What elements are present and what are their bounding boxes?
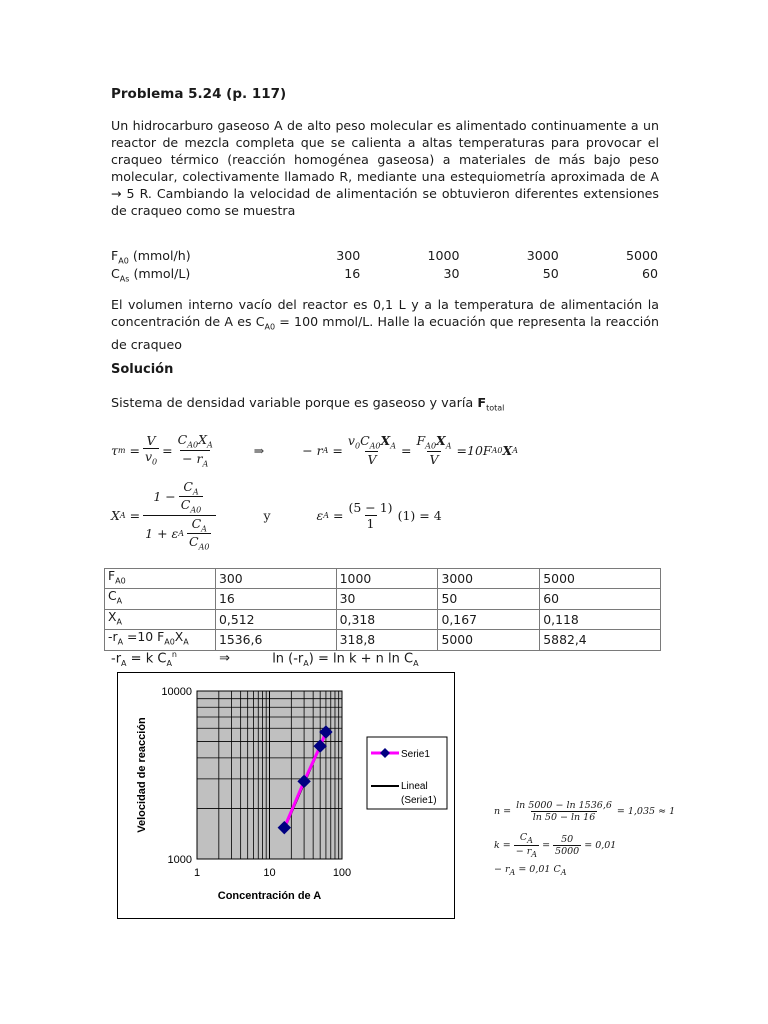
concentration-label: $C_{As}$ (mmol/L) — [111, 266, 191, 284]
rate-constant-calculation: k = $\frac{C_A}{- r_A}$ = $\frac{50}{5000}$ = 0,01 — [494, 832, 617, 859]
feed-rate-value: 1000 — [427, 248, 460, 263]
table-cell: 0,512 — [216, 609, 337, 629]
table-row — [105, 609, 661, 629]
table-cell: 30 — [336, 589, 438, 609]
x-tick-label: 1 — [193, 867, 201, 879]
feed-rate-value: 3000 — [526, 248, 559, 263]
feed-rate-row — [111, 248, 658, 266]
table-cell: 16 — [216, 589, 337, 609]
feed-rate-label: $F_{A0}$ (mmol/h) — [111, 248, 191, 266]
y-tick-label: 10000 — [161, 686, 192, 698]
x-axis-label: Concentración de A — [217, 890, 322, 902]
table-cell: $-r_A =10$ $F_{A0}X_A$ — [105, 630, 216, 650]
table-cell: 5882,4 — [540, 630, 661, 650]
table-cell: 1000 — [336, 569, 438, 589]
final-rate-law: − $r_A = 0,01$ $C_A$ — [494, 864, 567, 877]
legend-serie1-label: Serie1 — [401, 749, 430, 760]
conversion-equation: X A = 1 − $\frac{C_A}{C_{A0}}$ 1 + ε A $\frac{C_A}{C_{A0}}$ y ε A = $\frac{(5 - 1)}{1}$ (1) = 4 — [111, 478, 442, 552]
table-cell: 0,167 — [438, 609, 540, 629]
table-cell: 60 — [540, 589, 661, 609]
concentration-value: 60 — [641, 266, 658, 281]
solution-heading: Solución — [111, 362, 174, 377]
feed-rate-value: 5000 — [625, 248, 658, 263]
table-row — [105, 569, 661, 589]
concentration-value: 50 — [542, 266, 559, 281]
and-word: y — [263, 507, 271, 523]
implies-arrow: ⇒ — [253, 442, 265, 458]
table-cell: 50 — [438, 589, 540, 609]
concentration-value: 30 — [443, 266, 460, 281]
feed-rate-value: 300 — [336, 248, 361, 263]
table-row — [105, 589, 661, 609]
legend-lineal-sublabel: (Serie1) — [401, 795, 437, 806]
rate-vs-concentration-chart — [117, 672, 455, 919]
table-cell: 1536,6 — [216, 630, 337, 650]
table-cell: $C_A$ — [105, 589, 216, 609]
grid-lines — [197, 691, 342, 859]
table-cell: 5000 — [540, 569, 661, 589]
table-row — [105, 630, 661, 650]
chart-svg — [118, 673, 454, 918]
results-table — [104, 568, 661, 651]
system-description: Sistema de densidad variable porque es gaseoso y varía $F_{total}$ — [111, 396, 505, 413]
y-tick-label: 1000 — [167, 854, 192, 866]
table-cell: 318,8 — [336, 630, 438, 650]
implies-arrow: ⇒ — [219, 651, 231, 667]
table-cell: $F_{A0}$ — [105, 569, 216, 589]
table-cell: 0,318 — [336, 609, 438, 629]
x-tick-label: 10 — [263, 867, 276, 879]
legend-lineal-label: Lineal — [401, 781, 428, 792]
order-calculation: n = $\frac{\ln 5000 - \ln 1536,6}{\ln 50 - \ln 16}$ = 1,035 ≈ 1 — [494, 800, 676, 823]
problem-title: Problema 5.24 (p. 117) — [111, 86, 287, 102]
y-axis-label: Velocidad de reacción — [136, 717, 148, 833]
table-cell: 0,118 — [540, 609, 661, 629]
chart-legend — [367, 737, 447, 809]
table-cell: 300 — [216, 569, 337, 589]
problem-statement: Un hidrocarburo gaseoso A de alto peso molecular es alimentado continuamente a un reactor de mezcla completa que se calienta a altas temperaturas para provocar el craqueo térmico (reacción homogénea gaseosa) a materiales de más bajo peso molecular, colectivamente llamado R, mediante una estequiometría aproximada de A → 5 R. Cambiando la velocidad de alimentación se obtuvieron diferentes extensiones de craqueo como se muestra — [111, 118, 659, 218]
table-cell: 5000 — [438, 630, 540, 650]
rate-law-relation: $-r_A = k$ $C_A^n$ ⇒ $\ln (-r_A) = \ln k + n$ $\ln C_A$ — [111, 650, 419, 668]
concentration-row — [111, 266, 658, 284]
table-cell: $X_A$ — [105, 609, 216, 629]
x-tick-label: 100 — [332, 867, 352, 879]
space-time-equation: τ m = $\frac{V}{v_0}$ = $\frac{C_{A0}X_A}{- r_A}$ ⇒ − r A = $\frac{v_0C_{A0}X_A}{V}$ = $\frac{F_{A0}X_A}{V}$ = 10F A0 X A — [111, 432, 518, 468]
concentration-value: 16 — [344, 266, 361, 281]
table-cell: 3000 — [438, 569, 540, 589]
reactor-statement: El volumen interno vacío del reactor es 0,1 L y a la temperatura de alimentación la concentración de A es $C_{A0} = 100$ mmol/L. Halle la ecuación que representa la reacción de craqueo — [111, 297, 659, 352]
